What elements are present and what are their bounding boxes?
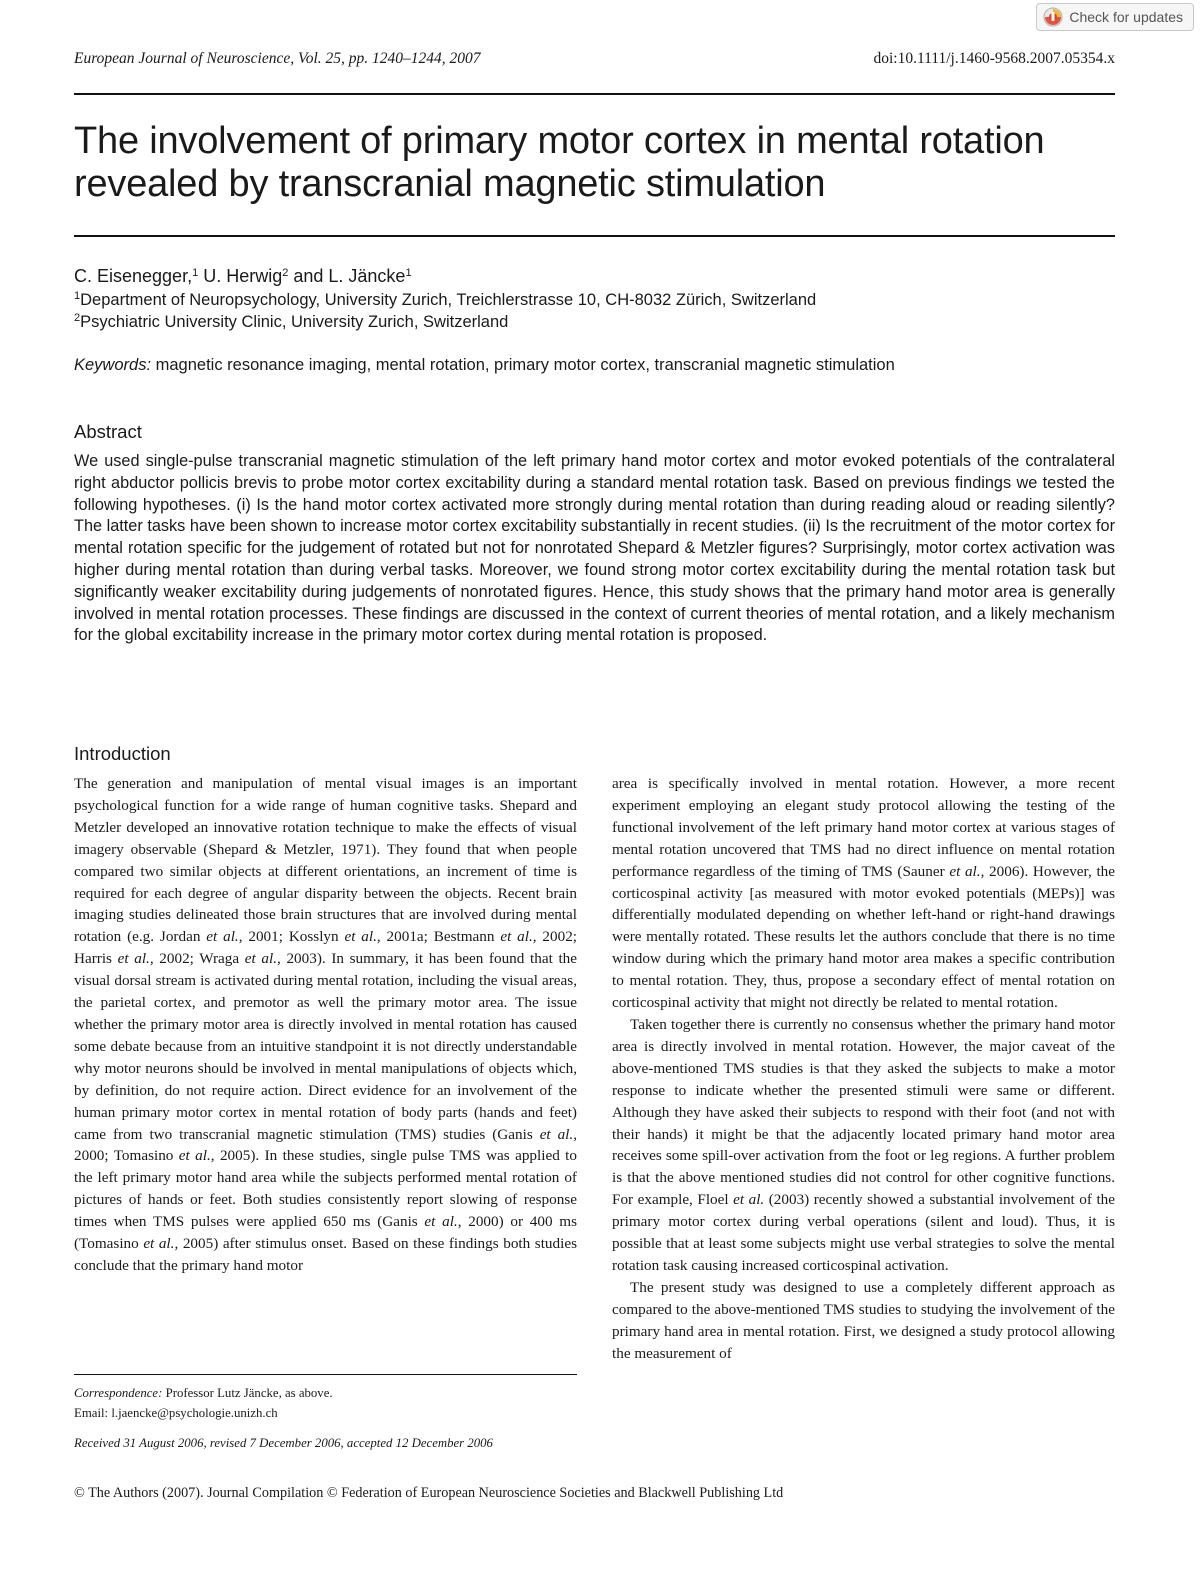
copyright-footer: © The Authors (2007). Journal Compilation © Federation of European Neuroscience Societies and Blackwell Publishing Ltd: [74, 1485, 784, 1501]
etal: et al.: [424, 1213, 458, 1231]
affiliation-1-text: Department of Neuropsychology, University Zurich, Treichlerstrasse 10, CH-8032 Zürich, Switzerland: [80, 291, 817, 309]
etal: et al.: [539, 1125, 574, 1143]
doi-link[interactable]: doi:10.1111/j.1460-9568.2007.05354.x: [873, 50, 1115, 67]
footnote-rule: [74, 1374, 577, 1375]
text-run: area is specifically involved in mental rotation. However, a more recent experiment employing an elegant study protocol allowing the testing of the functional involvement of the left primary hand motor cortex at various stages of mental rotation uncovered that TMS had no direct influence on mental rotation performance regardless of the timing of TMS (Sauner: [612, 775, 1115, 880]
check-for-updates-label: Check for updates: [1069, 9, 1183, 25]
author-list: [74, 266, 412, 287]
check-for-updates-button[interactable]: [1036, 3, 1194, 31]
check-updates-icon: [1043, 7, 1063, 27]
author-1: C. Eisenegger,: [74, 266, 193, 286]
text-run: Taken together there is currently no consensus whether the primary hand motor area is directly involved in mental rotation. However, the major caveat of the above-mentioned TMS studies is that they asked the subjects to make a motor response to indicate whether the presented stimuli were same or different. Although they have asked their subjects to respond with their foot (and not with their hands) it might be that the adjacently located primary hand motor area receives some spill-over activation from the foot or leg regions. A further problem is that the above mentioned studies did not control for other cognitive functions. For example, Floel: [612, 1015, 1115, 1209]
intro-paragraph-4: The present study was designed to use a completely different approach as compared to the above-mentioned TMS studies to studying the involvement of the primary hand area in mental rotation. First, we designed a study protocol allowing the measurement of: [612, 1278, 1115, 1362]
etal: et al.: [178, 1147, 211, 1165]
title-line-1: The involvement of primary motor cortex in mental rotation: [74, 120, 1045, 162]
affiliation-2-sup: 2: [74, 312, 81, 324]
etal: et al.: [244, 950, 278, 968]
running-header: [74, 50, 1115, 68]
author-3-sup: 1: [405, 267, 412, 279]
etal: et al.: [344, 928, 377, 946]
text-run: , 2001; Kosslyn: [238, 928, 345, 946]
correspondence-note: [74, 1386, 333, 1401]
text-run: , 2006). However, the corticospinal activity [as measured with motor evoked potentials (MEPs)] was differentially modulated depending on whether left-hand or right-hand drawings were mentally rotated. These results let the authors conclude that there is no time window during which the primary hand motor area makes a specific contribution to mental rotation. They, thus, propose a secondary effect of mental rotation on corticospinal activity that might not directly be related to mental rotation.: [612, 862, 1116, 1012]
affiliation-2-text: Psychiatric University Clinic, University Zurich, Switzerland: [80, 313, 509, 331]
keywords-label: Keywords:: [74, 356, 152, 374]
etal: et al.: [500, 928, 533, 946]
author-2-sup: 2: [282, 267, 289, 279]
title-rule: [74, 235, 1115, 237]
author-3: and L. Jäncke: [288, 266, 406, 286]
intro-left-column: [74, 773, 577, 1277]
text-run: , 2000; Tomasino: [74, 1125, 577, 1165]
introduction-heading: Introduction: [74, 743, 171, 764]
abstract-heading: Abstract: [74, 421, 142, 442]
etal: et al.: [949, 862, 981, 880]
affiliation-2: [74, 313, 508, 332]
received-dates: Received 31 August 2006, revised 7 December 2006, accepted 12 December 2006: [74, 1436, 493, 1450]
text-run: , 2002; Harris: [74, 928, 578, 968]
text-run: (2003) recently showed a substantial involvement of the primary motor cortex during verbal operations (silent and loud). Thus, it is possible that at least some subjects might use verbal strategies to solve the mental rotation task causing increased corticospinal activation.: [612, 1191, 1115, 1274]
intro-right-column: [612, 773, 1115, 1364]
intro-paragraph-2: [612, 773, 1115, 1014]
header-rule: [74, 93, 1115, 95]
text-run: The generation and manipulation of mental visual images is an important psychological function for a wide range of human cognitive tasks. Shepard and Metzler developed an innovative rotation technique to make the effects of visual imagery observable (Shepard & Metzler, 1971). They found that when people compared two similar objects at different orientations, an increment of time is required for each degree of angular disparity between the objects. Recent brain imaging studies delineated those brain structures that are involved during mental rotation (e.g. Jordan: [74, 775, 577, 946]
correspondence-label: Correspondence:: [74, 1386, 163, 1400]
text-run: , 2003). In summary, it has been found that the visual dorsal stream is activated during mental rotation, including the visual areas, the parietal cortex, and premotor as well the primary motor area. The issue whether the primary motor area is directly involved in mental rotation has caused some debate because from an intuitive standpoint it is not directly understandable why motor neurons should be involved in mental manipulations of objects which, by definition, do not require action. Direct evidence for an involvement of the human primary motor cortex in mental rotation of body parts (hands and feet) came from two transcranial magnetic stimulation (TMS) studies (Ganis: [74, 950, 577, 1143]
intro-paragraph-1: [74, 773, 577, 1277]
etal: et al.: [117, 950, 150, 968]
text-run: , 2000) or 400 ms (Tomasino: [74, 1213, 577, 1253]
keywords: [74, 356, 895, 375]
affiliation-1-sup: 1: [74, 290, 81, 302]
text-run: , 2001a; Bestmann: [376, 928, 501, 946]
abstract-text: We used single-pulse transcranial magnetic stimulation of the left primary hand motor cortex and motor evoked potentials of the contralateral right abductor pollicis brevis to probe motor cortex excitability during a standard mental rotation task. Based on previous findings we tested the following hypotheses. (i) Is the hand motor cortex activated more strongly during mental rotation than during reading aloud or reading silently? The latter tasks have been shown to increase motor cortex excitability substantially in recent studies. (ii) Is the recruitment of the motor cortex for mental rotation specific for the judgement of rotated but not for nonrotated Shepard & Metzler figures? Surprisingly, motor cortex activation was higher during mental rotation than during verbal tasks. Moreover, we found strong motor cortex excitability during the mental rotation task but significantly weaker excitability during judgements of nonrotated figures. Hence, this study shows that the primary hand motor area is generally involved in mental rotation processes. These findings are discussed in the context of current theories of mental rotation, and a likely mechanism for the global excitability increase in the primary motor cortex during mental rotation is proposed.: [74, 452, 1115, 645]
text-run: , 2005) after stimulus onset. Based on these findings both studies conclude that the primary hand motor: [74, 1235, 577, 1274]
journal-citation: European Journal of Neuroscience, Vol. 25, pp. 1240–1244, 2007: [74, 50, 481, 67]
correspondence-text: Professor Lutz Jäncke, as above.: [162, 1386, 333, 1400]
affiliation-1: [74, 291, 816, 310]
keywords-text: magnetic resonance imaging, mental rotation, primary motor cortex, transcranial magnetic stimulation: [151, 356, 895, 374]
intro-paragraph-3: [612, 1014, 1115, 1277]
text-run: , 2005). In these studies, single pulse TMS was applied to the left primary motor hand area while the subjects performed mental rotation of pictures of hands or feet. Both studies consistently report slowing of response times when TMS pulses were applied 650 ms (Ganis: [74, 1147, 577, 1231]
author-2: U. Herwig: [198, 266, 283, 286]
article-title: [74, 120, 1124, 206]
etal: et al.: [143, 1235, 175, 1253]
etal: et al.: [206, 928, 239, 946]
author-1-sup: 1: [192, 267, 199, 279]
etal: et al.: [733, 1191, 765, 1209]
email-note[interactable]: Email: l.jaencke@psychologie.unizh.ch: [74, 1406, 278, 1420]
text-run: , 2002; Wraga: [149, 950, 245, 968]
title-line-2: revealed by transcranial magnetic stimulation: [74, 163, 826, 205]
